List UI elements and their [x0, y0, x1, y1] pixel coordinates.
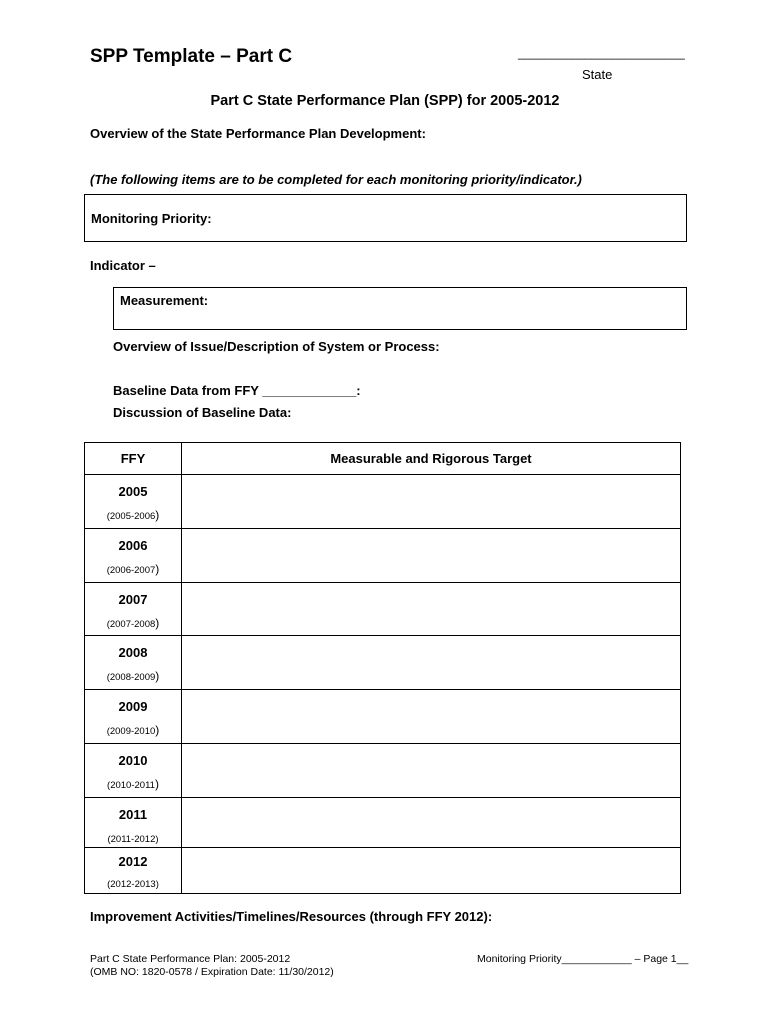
target-cell[interactable]: [182, 798, 681, 848]
table-header-row: [85, 443, 681, 475]
state-label: State: [582, 67, 613, 82]
monitoring-priority-box: [84, 194, 687, 242]
ffy-range: (2009-2010): [106, 723, 160, 737]
table-row: [85, 636, 681, 690]
ffy-year: 2006: [118, 538, 148, 553]
indicator-label: Indicator –: [90, 258, 156, 273]
instruction-text: (The following items are to be completed for each monitoring priority/indicator.): [90, 172, 582, 187]
overview-label: Overview of the State Performance Plan Development:: [90, 126, 426, 141]
ffy-range: (2007-2008): [106, 616, 160, 630]
plan-heading: Part C State Performance Plan (SPP) for 2005-2012: [210, 93, 560, 109]
baseline-label: Baseline Data from FFY _____________:: [113, 383, 361, 398]
table-row: [85, 529, 681, 583]
table-row: [85, 744, 681, 798]
target-column-header: Measurable and Rigorous Target: [182, 443, 681, 475]
state-fill-line: _________________________: [518, 46, 685, 60]
ffy-range: (2010-2011): [107, 777, 159, 791]
ffy-cell: [85, 848, 182, 894]
ffy-cell: [85, 636, 182, 690]
ffy-year: 2012: [118, 854, 148, 869]
ffy-range: (2006-2007): [106, 562, 160, 576]
ffy-range: (2011-2012): [107, 834, 159, 845]
table-row: [85, 798, 681, 848]
page-title: SPP Template – Part C: [90, 46, 293, 67]
ffy-cell: [85, 583, 182, 636]
ffy-year: 2005: [118, 484, 148, 499]
ffy-range: (2005-2006): [106, 508, 160, 522]
footer-page-info: Monitoring Priority____________ – Page 1__: [477, 953, 689, 965]
target-cell[interactable]: [182, 529, 681, 583]
monitoring-priority-label: Monitoring Priority:: [91, 211, 212, 226]
target-cell[interactable]: [182, 636, 681, 690]
footer-plan-line: Part C State Performance Plan: 2005-2012: [90, 953, 291, 965]
ffy-column-header: FFY: [85, 443, 182, 475]
ffy-year: 2011: [118, 807, 148, 822]
ffy-year: 2009: [118, 699, 148, 714]
ffy-cell: [85, 529, 182, 583]
improvement-label: Improvement Activities/Timelines/Resources (through FFY 2012):: [90, 909, 493, 924]
ffy-year: 2007: [118, 592, 148, 607]
discussion-label: Discussion of Baseline Data:: [113, 405, 292, 420]
footer-left: [90, 953, 334, 979]
table-row: [85, 475, 681, 529]
table-row: [85, 583, 681, 636]
ffy-range: (2012-2013): [107, 879, 159, 890]
target-cell[interactable]: [182, 690, 681, 744]
target-cell[interactable]: [182, 848, 681, 894]
ffy-cell: [85, 690, 182, 744]
target-cell[interactable]: [182, 744, 681, 798]
ffy-cell: [85, 744, 182, 798]
ffy-cell: [85, 475, 182, 529]
target-cell[interactable]: [182, 583, 681, 636]
ffy-range: (2008-2009): [106, 669, 160, 683]
measurement-box: [113, 287, 687, 330]
target-cell[interactable]: [182, 475, 681, 529]
table-row: [85, 848, 681, 894]
table-row: [85, 690, 681, 744]
ffy-cell: [85, 798, 182, 848]
footer-omb-line: (OMB NO: 1820-0578 / Expiration Date: 11/30/2012): [90, 966, 334, 978]
measurement-label: Measurement:: [120, 293, 209, 308]
overview-issue-label: Overview of Issue/Description of System or Process:: [113, 339, 440, 354]
ffy-year: 2008: [118, 645, 148, 660]
targets-table: [84, 442, 681, 894]
ffy-year: 2010: [118, 753, 148, 768]
